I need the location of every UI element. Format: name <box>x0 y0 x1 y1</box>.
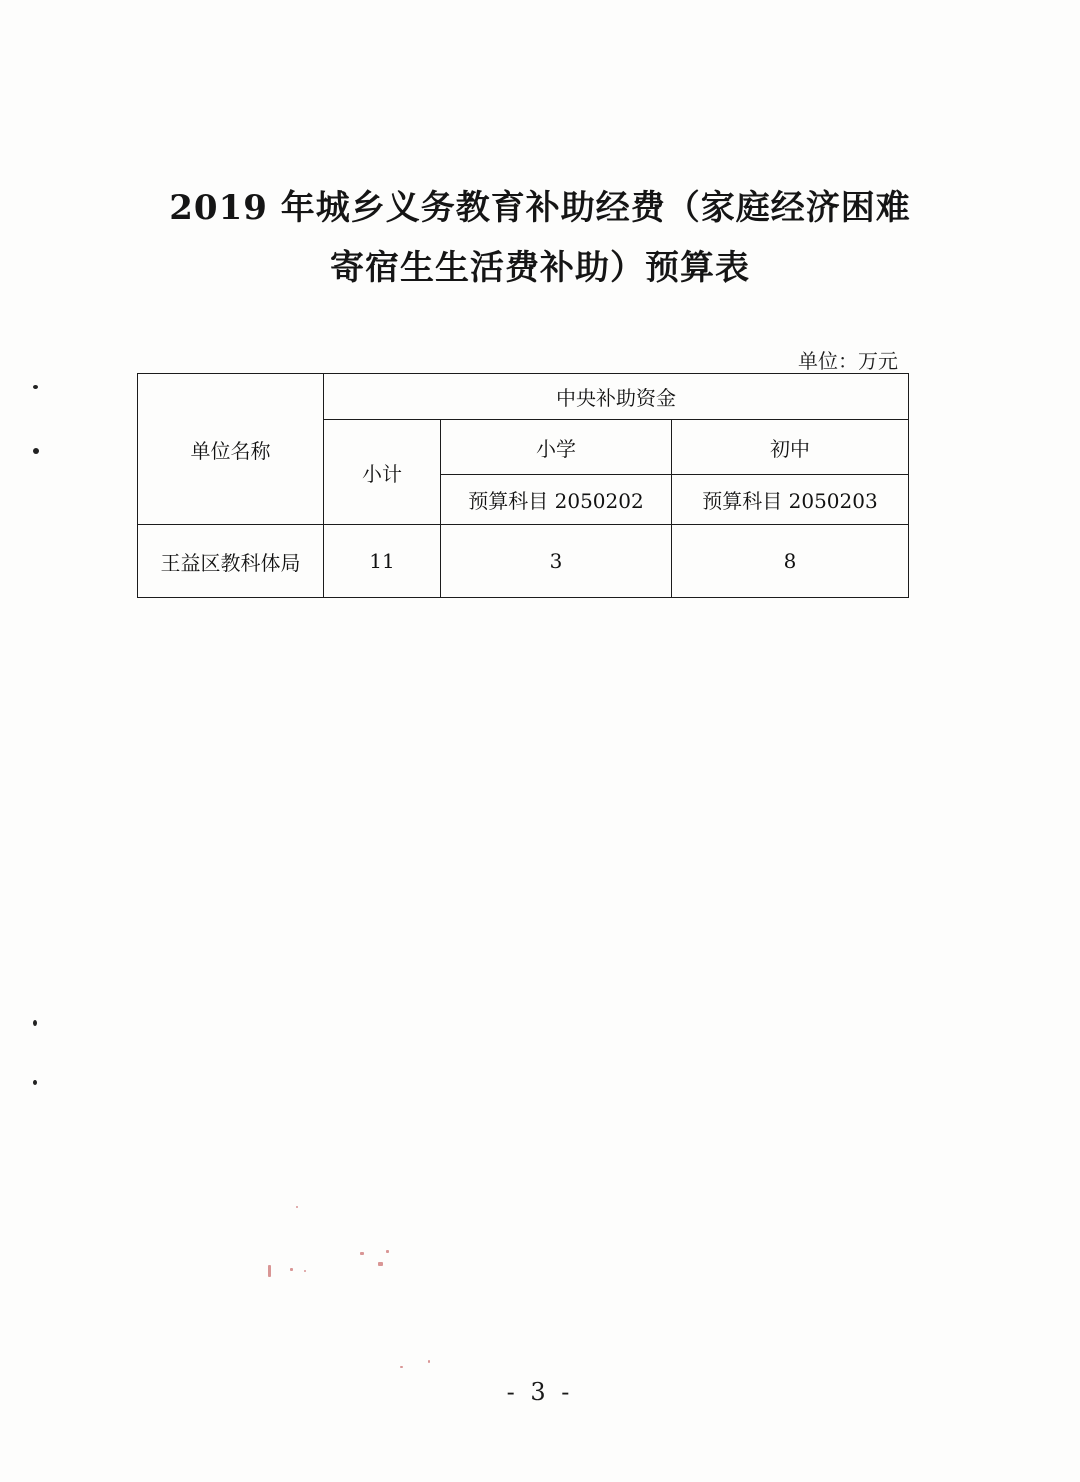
scan-speck <box>33 1080 37 1085</box>
scan-speck <box>33 1020 37 1026</box>
header-central-funds: 中央补助资金 <box>324 374 909 420</box>
header-primary-subject: 预算科目 2050202 <box>441 475 672 525</box>
page-number: - 3 - <box>506 1378 574 1406</box>
unit-label: 单位：万元 <box>798 349 898 373</box>
table-header-row <box>138 374 909 420</box>
stamp-residue <box>290 1268 293 1271</box>
scan-speck <box>33 385 38 389</box>
stamp-residue <box>428 1360 430 1363</box>
budget-table <box>137 373 909 598</box>
header-primary: 小学 <box>441 420 672 475</box>
document-title-line-2: 寄宿生生活费补助）预算表 <box>330 248 750 288</box>
cell-unit-name: 王益区教科体局 <box>138 525 324 598</box>
stamp-residue <box>304 1270 306 1272</box>
cell-junior-middle: 8 <box>672 525 909 598</box>
scan-speck <box>33 448 39 454</box>
stamp-residue <box>296 1206 298 1208</box>
stamp-residue <box>378 1262 383 1266</box>
document-title-line-1: 2019 年城乡义务教育补助经费（家庭经济困难 <box>169 188 911 228</box>
stamp-residue <box>360 1252 364 1255</box>
stamp-residue <box>386 1250 389 1253</box>
header-unit-name: 单位名称 <box>138 374 324 525</box>
header-junior-middle: 初中 <box>672 420 909 475</box>
header-subtotal: 小计 <box>324 420 441 525</box>
table-row <box>138 525 909 598</box>
header-junior-subject: 预算科目 2050203 <box>672 475 909 525</box>
stamp-residue <box>400 1366 403 1368</box>
cell-subtotal: 11 <box>324 525 441 598</box>
cell-primary: 3 <box>441 525 672 598</box>
stamp-residue <box>268 1265 271 1277</box>
